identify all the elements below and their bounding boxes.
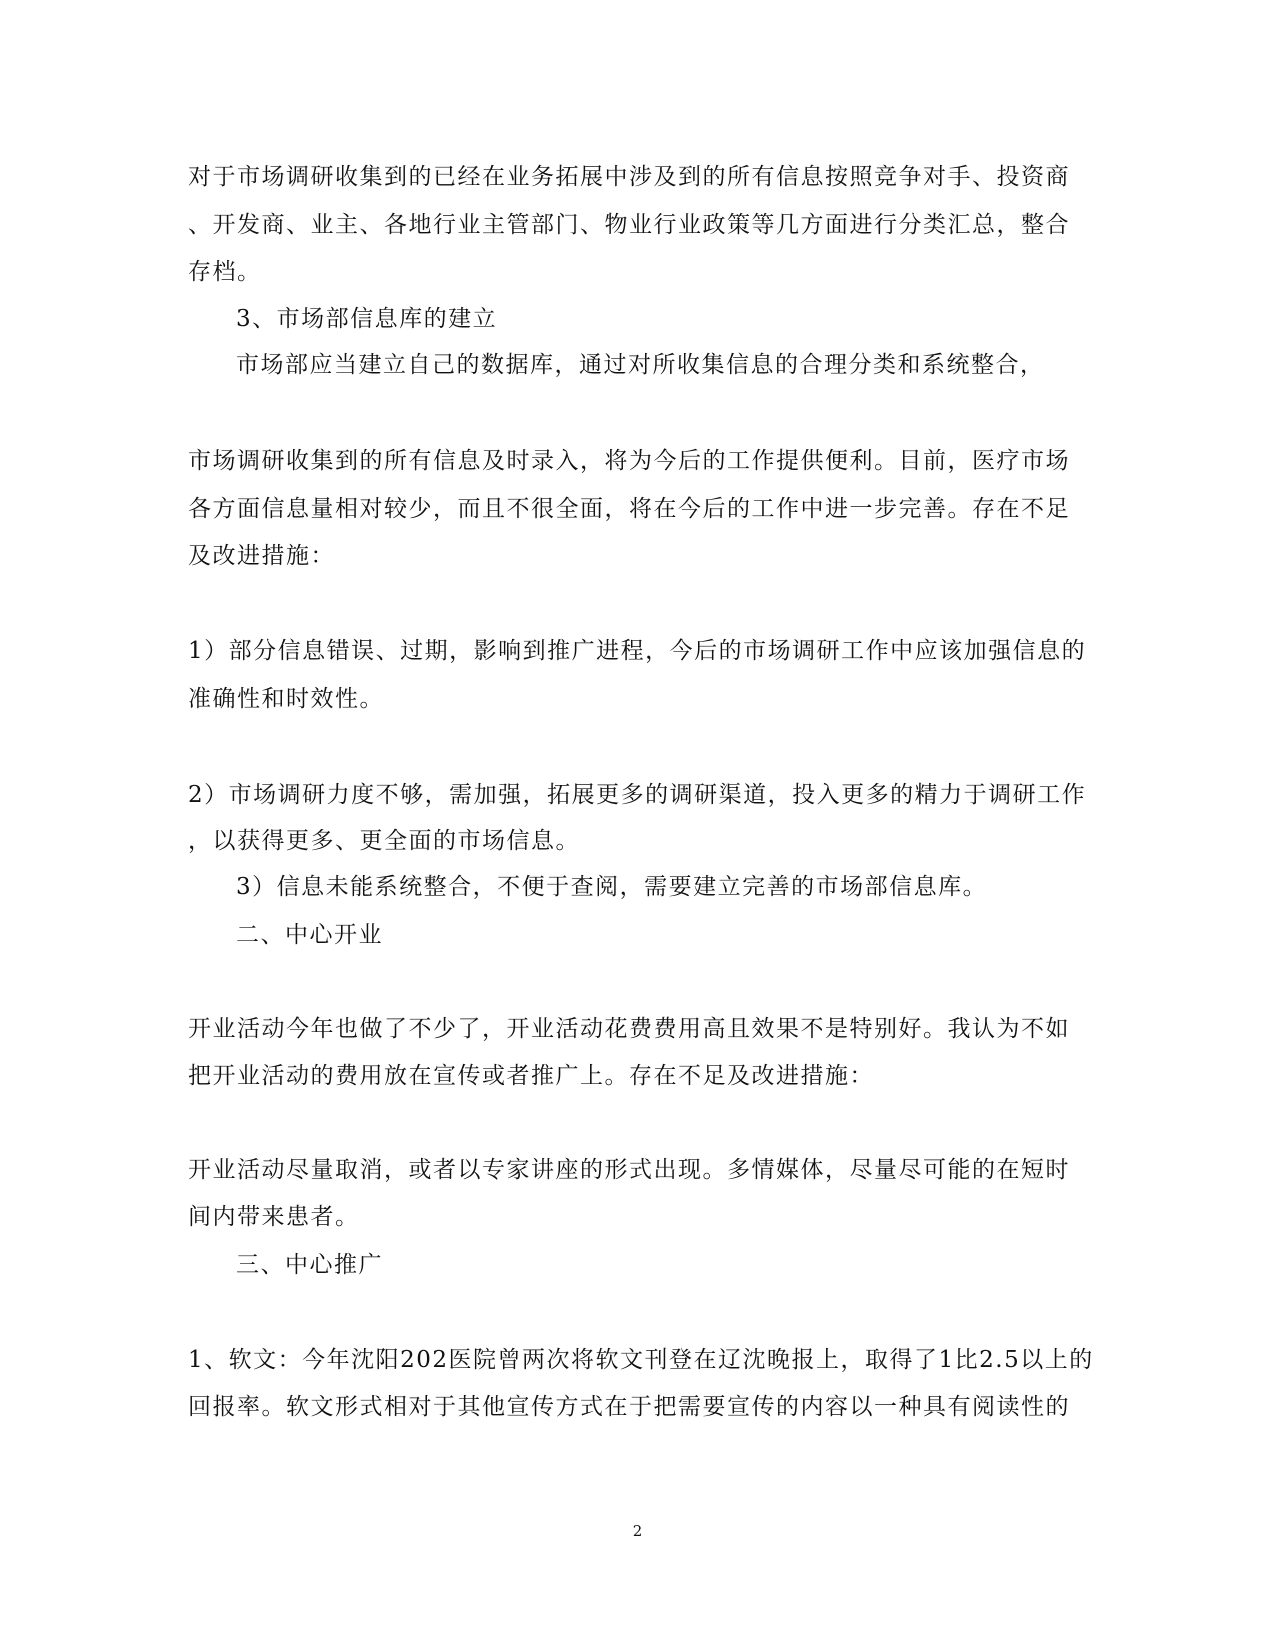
body-text-line: 存档。 xyxy=(188,259,262,285)
list-item-text: 3）信息未能系统整合，不便于查阅，需要建立完善的市场部信息库。 xyxy=(236,874,988,900)
body-text-line: 及改进措施： xyxy=(188,543,335,569)
body-text-line: 对于市场调研收集到的已经在业务拓展中涉及到的所有信息按照竞争对手、投资商 xyxy=(188,164,1070,190)
body-text-line: 回报率。软文形式相对于其他宣传方式在于把需要宣传的内容以一种具有阅读性的 xyxy=(188,1394,1070,1420)
body-text-line: 1、软文：今年沈阳202医院曾两次将软文刊登在辽沈晚报上，取得了1比2.5以上的 xyxy=(188,1347,1094,1373)
body-text-line: 开业活动今年也做了不少了，开业活动花费费用高且效果不是特别好。我认为不如 xyxy=(188,1016,1070,1042)
body-text-line: 间内带来患者。 xyxy=(188,1204,360,1230)
body-text-line: 、开发商、业主、各地行业主管部门、物业行业政策等几方面进行分类汇总，整合 xyxy=(188,212,1070,238)
list-item-text: ，以获得更多、更全面的市场信息。 xyxy=(188,828,580,854)
body-text-line: 市场部应当建立自己的数据库，通过对所收集信息的合理分类和系统整合， xyxy=(236,352,1045,378)
list-item-text: 准确性和时效性。 xyxy=(188,686,384,712)
list-item-text: 1）部分信息错误、过期，影响到推广进程，今后的市场调研工作中应该加强信息的 xyxy=(188,638,1087,664)
section-heading: 3、市场部信息库的建立 xyxy=(236,306,498,332)
body-text-line: 市场调研收集到的所有信息及时录入，将为今后的工作提供便利。目前，医疗市场 xyxy=(188,448,1070,474)
body-text-line: 把开业活动的费用放在宣传或者推广上。存在不足及改进措施： xyxy=(188,1063,874,1089)
list-item-text: 2）市场调研力度不够，需加强，拓展更多的调研渠道，投入更多的精力于调研工作 xyxy=(188,782,1087,808)
section-heading: 二、中心开业 xyxy=(236,922,383,948)
section-heading: 三、中心推广 xyxy=(236,1252,383,1278)
body-text-line: 各方面信息量相对较少，而且不很全面，将在今后的工作中进一步完善。存在不足 xyxy=(188,496,1070,522)
body-text-line: 开业活动尽量取消，或者以专家讲座的形式出现。多情媒体，尽量尽可能的在短时 xyxy=(188,1157,1070,1183)
page-number: 2 xyxy=(632,1522,643,1540)
